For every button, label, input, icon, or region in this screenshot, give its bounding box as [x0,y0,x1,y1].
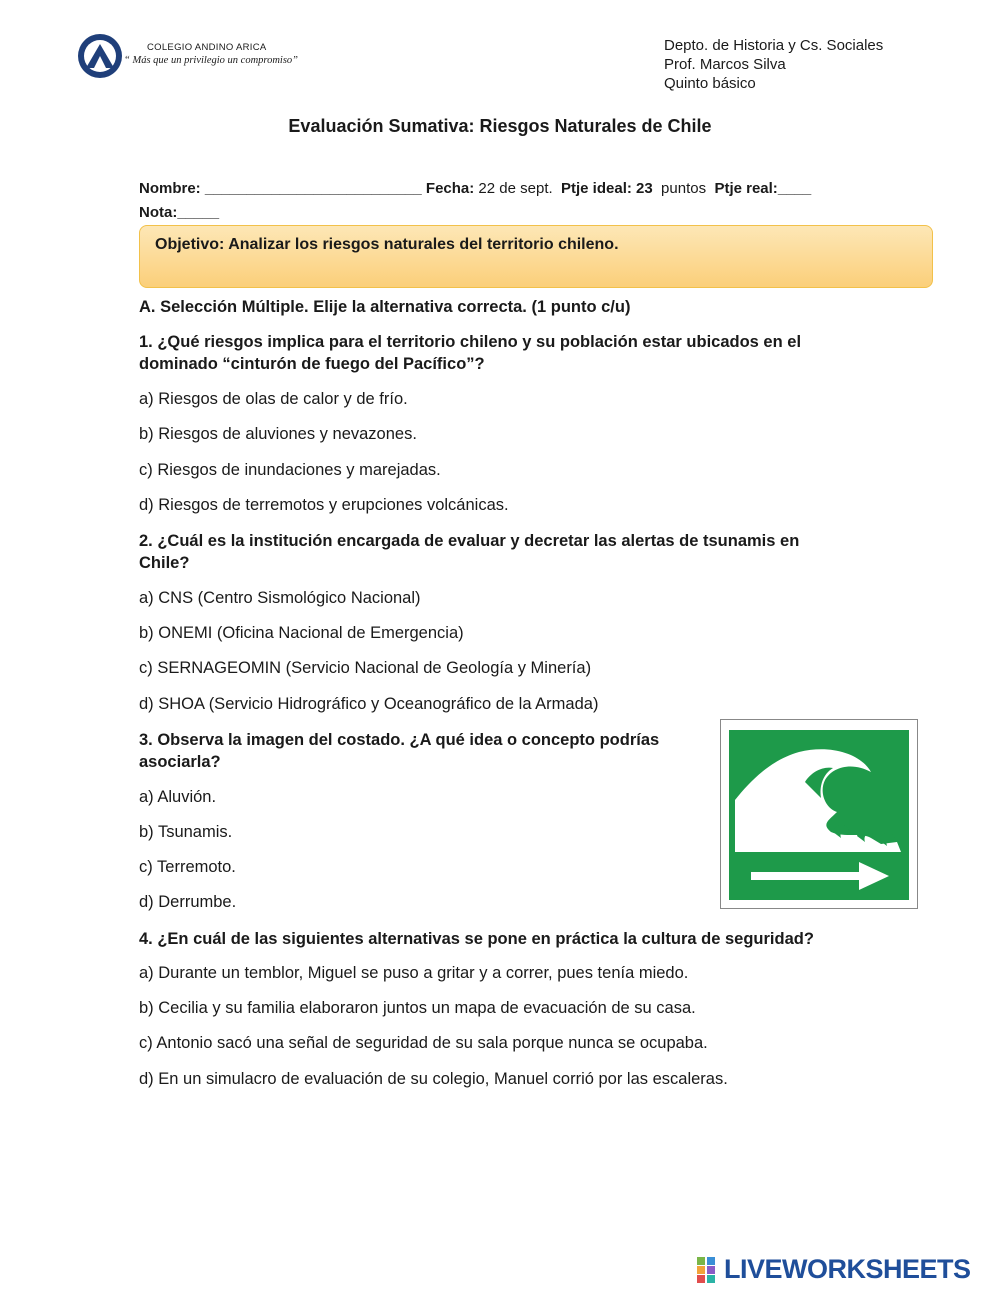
fecha-label: Fecha: [425,180,475,197]
q1-option-c[interactable]: c) Riesgos de inundaciones y marejadas. [139,461,441,479]
school-motto: “ Más que un privilegio un compromiso” [124,55,299,66]
question-line: Chile? [139,554,190,572]
question-3 [139,729,714,773]
footer-brand: LIVEWORKSHEETS [724,1254,971,1284]
grade-line: Quinto básico [664,75,756,92]
q1-option-a[interactable]: a) Riesgos de olas de calor y de frío. [139,390,408,408]
nota-label: Nota: [139,204,178,221]
question-4 [139,928,899,950]
question-2 [139,530,864,574]
q2-option-c[interactable]: c) SERNAGEOMIN (Servicio Nacional de Geología y Minería) [139,659,592,677]
ptje-real-label: Ptje real: [714,180,778,197]
q3-option-a[interactable]: a) Aluvión. [139,788,217,806]
q1-option-d[interactable]: d) Riesgos de terremotos y erupciones volcánicas. [139,496,509,514]
q3-option-b[interactable]: b) Tsunamis. [139,823,233,841]
question-1 [139,331,864,375]
question-line: 3. Observa la imagen del costado. ¿A qué idea o concepto podrías [139,731,660,749]
q2-option-b[interactable]: b) ONEMI (Oficina Nacional de Emergencia) [139,624,464,642]
q4-option-c[interactable]: c) Antonio sacó una señal de seguridad de su sala porque nunca se ocupaba. [139,1034,708,1052]
q4-option-b[interactable]: b) Cecilia y su familia elaboraron juntos un mapa de evacuación de su casa. [139,999,696,1017]
student-info [139,177,811,225]
info-row-1 [139,177,811,201]
objective-text: Objetivo: Analizar los riesgos naturales del territorio chileno. [155,236,619,253]
school-name: COLEGIO ANDINO ARICA [147,42,267,53]
q3-option-d[interactable]: d) Derrumbe. [139,893,237,911]
question-line: 4. ¿En cuál de las siguientes alternativas se pone en práctica la cultura de seguridad? [139,930,814,948]
question-line: dominado “cinturón de fuego del Pacífico”? [139,355,485,373]
section-a-heading: A. Selección Múltiple. Elije la alternativa correcta. (1 punto c/u) [139,298,631,316]
info-row-2 [139,201,811,225]
ptje-ideal-label: Ptje ideal: 23 [561,180,653,197]
nombre-label: Nombre: [139,180,201,197]
q1-option-b[interactable]: b) Riesgos de aluviones y nevazones. [139,425,417,443]
tsunami-evacuation-sign-icon [721,720,917,908]
q4-option-a[interactable]: a) Durante un temblor, Miguel se puso a gritar y a correr, pues tenía miedo. [139,964,689,982]
nombre-blank[interactable]: __________________________ [200,180,426,197]
q2-option-a[interactable]: a) CNS (Centro Sismológico Nacional) [139,589,421,607]
nota-blank[interactable]: _____ [177,204,220,221]
department-line: Depto. de Historia y Cs. Sociales [664,37,884,54]
liveworksheets-logo-icon [697,1255,723,1285]
q4-option-d[interactable]: d) En un simulacro de evaluación de su colegio, Manuel corrió por las escaleras. [139,1070,728,1088]
ptje-ideal-unit: puntos [652,180,715,197]
objective-box [139,225,933,288]
page-title: Evaluación Sumativa: Riesgos Naturales de Chile [288,116,712,136]
q3-option-c[interactable]: c) Terremoto. [139,858,236,876]
tsunami-sign-image [720,719,918,909]
q2-option-d[interactable]: d) SHOA (Servicio Hidrográfico y Oceanográfico de la Armada) [139,695,599,713]
question-line: 1. ¿Qué riesgos implica para el territorio chileno y su población estar ubicados en el [139,333,802,351]
ptje-real-blank[interactable]: ____ [777,180,812,197]
fecha-value: 22 de sept. [474,180,561,197]
question-line: 2. ¿Cuál es la institución encargada de evaluar y decretar las alertas de tsunamis en [139,532,800,550]
school-logo-icon [76,30,124,82]
question-line: asociarla? [139,753,221,771]
teacher-line: Prof. Marcos Silva [664,56,786,73]
department-info [664,36,883,93]
